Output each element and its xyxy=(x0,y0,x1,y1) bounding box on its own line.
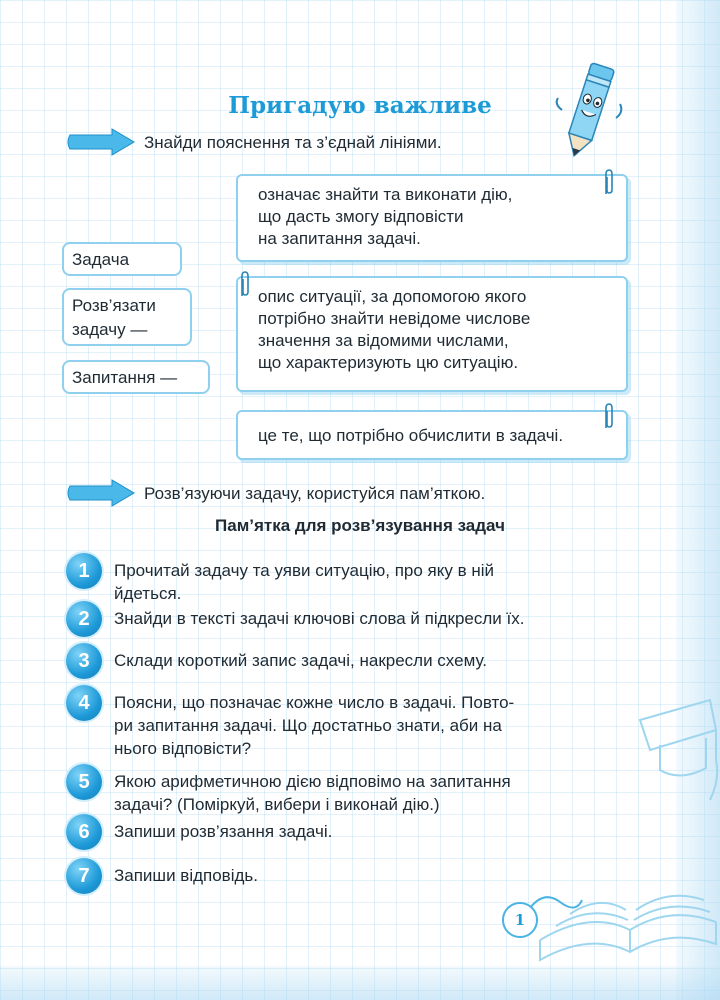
step-line: ри запитання задачі. Що достатньо знати, аби на xyxy=(114,716,502,735)
term-label: Розв’язати xyxy=(72,296,156,315)
term-label: задачу — xyxy=(72,320,148,339)
arrow-right-icon xyxy=(66,478,138,508)
step-text xyxy=(114,864,636,887)
definition-line: що дасть змогу відповісти xyxy=(258,207,464,226)
step-line: Прочитай задачу та уяви ситуацію, про яку в ній xyxy=(114,561,495,580)
definition-line: потрібно знайти невідоме числове xyxy=(258,309,531,328)
memo-title: Пам’ятка для розв’язування задач xyxy=(215,516,505,535)
step-text xyxy=(114,559,636,605)
step-text xyxy=(114,691,636,760)
paperclip-icon xyxy=(238,270,252,300)
term-label: Запитання — xyxy=(72,368,178,387)
definition-line: на запитання задачі. xyxy=(258,229,421,248)
memo-step-4 xyxy=(66,685,646,757)
step-number-badge: 7 xyxy=(66,858,102,894)
step-number-badge: 3 xyxy=(66,643,102,679)
definition-line: що характеризують цю ситуацію. xyxy=(258,353,519,372)
step-number-badge: 1 xyxy=(66,553,102,589)
step-text xyxy=(114,607,636,630)
term-box-zapytannia xyxy=(62,360,210,394)
step-text xyxy=(114,770,636,816)
definition-box-2 xyxy=(236,276,628,392)
definition-box-3 xyxy=(236,410,628,460)
memo-step-3 xyxy=(66,643,646,683)
step-line: Поясни, що позначає кожне число в задачі. Повто- xyxy=(114,693,515,712)
step-line: Знайди в тексті задачі ключові слова й підкресли їх. xyxy=(114,609,525,628)
step-text xyxy=(114,649,636,672)
memo-step-6 xyxy=(66,814,646,854)
definition-line: опис ситуації, за допомогою якого xyxy=(258,287,527,306)
paperclip-icon xyxy=(602,168,616,198)
step-number-badge: 6 xyxy=(66,814,102,850)
paperclip-icon xyxy=(602,402,616,432)
step-line: Запиши відповідь. xyxy=(114,866,258,885)
step-number-badge: 4 xyxy=(66,685,102,721)
term-box-zadacha xyxy=(62,242,182,276)
memo-step-2 xyxy=(66,601,646,641)
step-line: нього відповісти? xyxy=(114,739,252,758)
memo-step-5 xyxy=(66,764,646,814)
step-line: Запиши розв’язання задачі. xyxy=(114,822,333,841)
step-line: Склади короткий запис задачі, накресли схему. xyxy=(114,651,487,670)
term-label: Задача xyxy=(72,250,130,269)
step-number-badge: 2 xyxy=(66,601,102,637)
step-line: йдеться. xyxy=(114,584,182,603)
definition-line: означає знайти та виконати дію, xyxy=(258,185,513,204)
definition-line: значення за відомими числами, xyxy=(258,331,509,350)
definition-line: це те, що потрібно обчислити в задачі. xyxy=(258,426,564,445)
page-number: 1 xyxy=(502,902,538,938)
memo-step-7 xyxy=(66,858,646,898)
bottom-edge-shade xyxy=(0,966,720,1000)
memo-step-1 xyxy=(66,553,646,603)
step-number-badge: 5 xyxy=(66,764,102,800)
step-text xyxy=(114,820,636,843)
arrow-right-icon xyxy=(66,127,138,157)
step-line: задачі? (Поміркуй, вибери і виконай дію.) xyxy=(114,795,440,814)
task2-instruction: Розв’язуючи задачу, користуйся пам’яткою. xyxy=(144,484,486,503)
step-line: Якою арифметичною дією відповімо на запитання xyxy=(114,772,511,791)
page-title: Пригадую важливе xyxy=(228,92,492,119)
term-box-rozviazaty xyxy=(62,288,192,346)
definition-box-1 xyxy=(236,174,628,262)
task1-instruction: Знайди пояснення та з’єднай лініями. xyxy=(144,133,442,152)
